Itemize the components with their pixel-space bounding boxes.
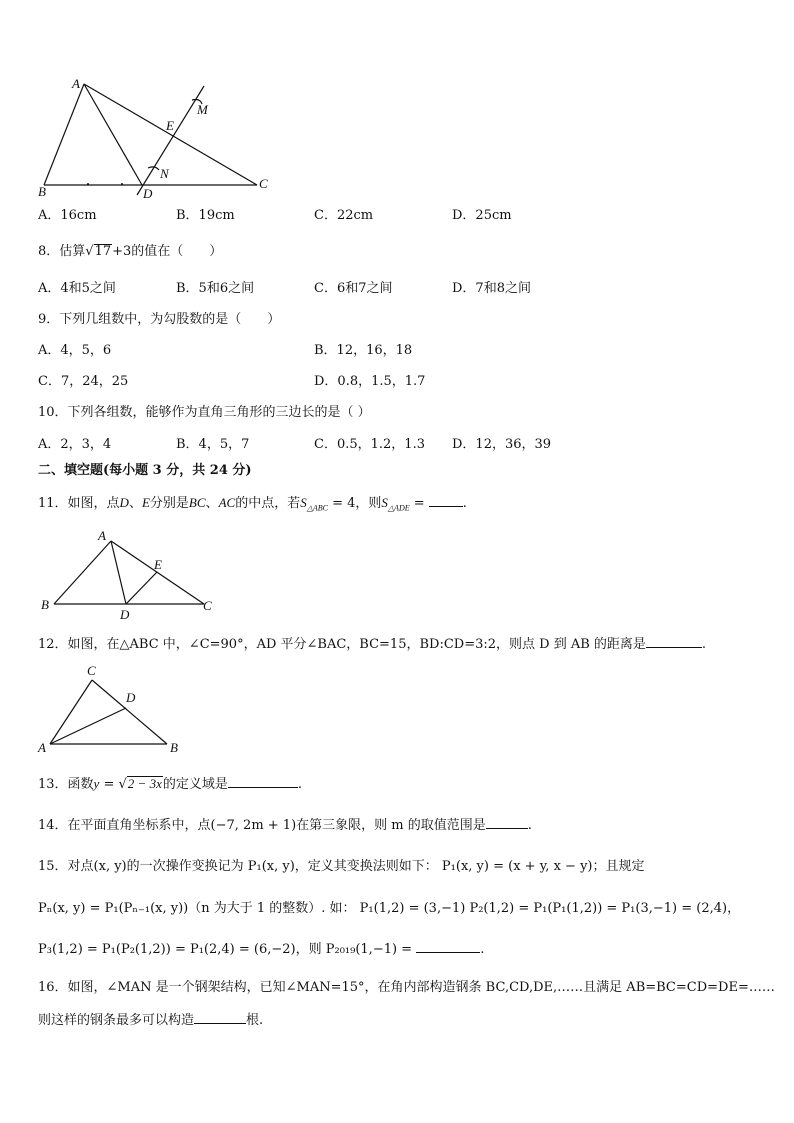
q11-end: . [462,496,467,511]
q11-sep1: 、 [128,496,142,511]
q11-bc: BC [188,495,206,510]
q13-end: . [297,777,302,792]
segment-ac [84,84,257,185]
q10-option-c: C．0.5，1.2，1.3 [314,437,425,452]
sqrt-sign: √ [85,244,94,259]
label-d: D [143,186,153,201]
q12-end: . [701,637,707,652]
segment-ad [111,541,126,604]
q15-line1: 15．对点(x, y)的一次操作变换记为 P₁(x, y)，定义其变换法则如下： P₁(x, y) = (x + y, x − y)；且规定 [38,859,645,874]
label-d: D [126,690,136,705]
label-d: D [120,607,130,622]
q8-stem [38,243,222,261]
q10-option-d: D．12，36，39 [452,437,552,452]
label-c: C [259,176,268,191]
q8-option-a: A．4和5之间 [38,281,116,296]
point-dot [87,183,89,185]
answer-blank [228,775,298,788]
segment-ac [111,541,204,604]
q10-stem: 10．下列各组数，能够作为直角三角形的三边长的是（ ） [38,405,371,420]
q11-text-b: 分别是 [149,496,189,511]
q14-prefix: 14．在平面直角坐标系中，点 [38,818,211,833]
q11-eq1: = 4，则 [327,496,382,511]
q11-eq2: = [409,496,429,511]
q14-stem [38,816,532,835]
q11-s2: S [381,495,388,510]
segment-ad [84,84,142,185]
label-n: N [160,166,169,181]
q12-text: 12．如图，在△ABC 中，∠C=90°，AD 平分∠BAC，BC=15，BD:CD=3:2，则点 D 到 AB 的距离是 [38,637,646,652]
q12-stem [38,635,706,654]
q8-option-c: C．6和7之间 [314,281,393,296]
q8-prefix: 8．估算 [38,244,86,259]
q16-line2-end: 根. [246,1013,264,1028]
q14-suffix: 在第三象限，则 m 的取值范围是 [296,818,486,833]
q10-option-b: B．4，5，7 [176,437,250,452]
q11-text-c: 的中点，若 [235,496,301,511]
q13-y: y [93,776,100,791]
answer-blank [416,940,480,953]
q10-option-a: A．2，3，4 [38,437,112,452]
q11-text-a: 11．如图，点 [38,496,120,511]
q8-option-d: D．7和8之间 [452,281,531,296]
label-c: C [203,598,212,613]
q11-s1: S [300,495,307,510]
q13-stem [38,775,302,794]
label-b: B [41,597,49,612]
q11-d: D [119,495,129,510]
q15-line2: Pₙ(x, y) = P₁(Pₙ₋₁(x, y))（n 为大于 1 的整数）. 如： P₁(1,2) = (3,−1) P₂(1,2) = P₁(P₁(1,2)) = P₁(3,−1) = (2,4)， [38,901,741,916]
q8-suffix: +3的值在（ ） [112,244,223,259]
segment-ab [44,84,84,185]
q7-option-c: C．22cm [314,208,374,223]
q11-sub2: △ADE [387,503,410,513]
q9-option-b: B．12，16，18 [314,343,413,358]
q8-option-b: B．5和6之间 [176,281,255,296]
label-b: B [170,740,178,755]
figure-q12-triangle [34,660,194,755]
q7-option-b: B．19cm [176,208,235,223]
q13-eq: = [99,777,119,792]
q13-suffix: 的定义域是 [162,777,228,792]
perpendicular-bisector-line [137,86,204,195]
q8-radicand: 17 [94,244,112,259]
q7-option-a: A．16cm [38,208,97,223]
figure-q11-triangle [36,525,226,625]
q11-e: E [141,495,150,510]
segment-ab [54,541,111,604]
segment-de [126,572,157,604]
q16-line1: 16．如图，∠MAN 是一个钢架结构，已知∠MAN=15°，在角内部构造钢条 BC,CD,DE,……且满足 AB=BC=CD=DE=…… [38,980,775,995]
label-c: C [87,663,96,678]
q9-option-d: D．0.8，1.5，1.7 [314,374,426,389]
q13-prefix: 13．函数 [38,777,94,792]
sqrt-sign: √ [118,777,127,792]
q11-stem [38,494,467,518]
point-dot [121,183,123,185]
label-m: M [197,102,208,117]
q14-point: (−7, 2m + 1) [210,818,297,833]
answer-blank [646,635,702,648]
q9-stem: 9．下列几组数中，为勾股数的是（ ） [38,312,281,327]
q11-sep2: 、 [205,496,219,511]
q9-option-c: C．7，24，25 [38,374,129,389]
q16-line2 [38,1011,263,1030]
answer-blank [194,1011,246,1024]
label-e: E [154,557,162,572]
q13-radicand: 2 − 3x [127,776,162,791]
label-e: E [166,118,174,133]
figure-q7-triangle [30,70,280,205]
label-a: A [38,740,46,755]
q9-option-a: A．4，5，6 [38,343,112,358]
q11-sub1: △ABC [306,503,328,513]
label-a: A [98,528,106,543]
q15-end: . [480,942,485,957]
answer-blank [486,816,528,829]
q16-line2-text: 则这样的钢条最多可以构造 [38,1013,195,1028]
q7-option-d: D．25cm [452,208,512,223]
q14-end: . [527,818,532,833]
q15-line3-text: P₃(1,2) = P₁(P₂(1,2)) = P₁(2,4) = (6,−2)，则 P₂₀₁₉(1,−1) = [38,942,417,957]
answer-blank [429,494,463,507]
q11-ac: AC [218,495,236,510]
label-a: A [72,76,80,91]
q15-line3 [38,940,484,959]
section-title: 二、填空题(每小题 3 分，共 24 分) [38,463,252,478]
label-b: B [38,184,46,199]
